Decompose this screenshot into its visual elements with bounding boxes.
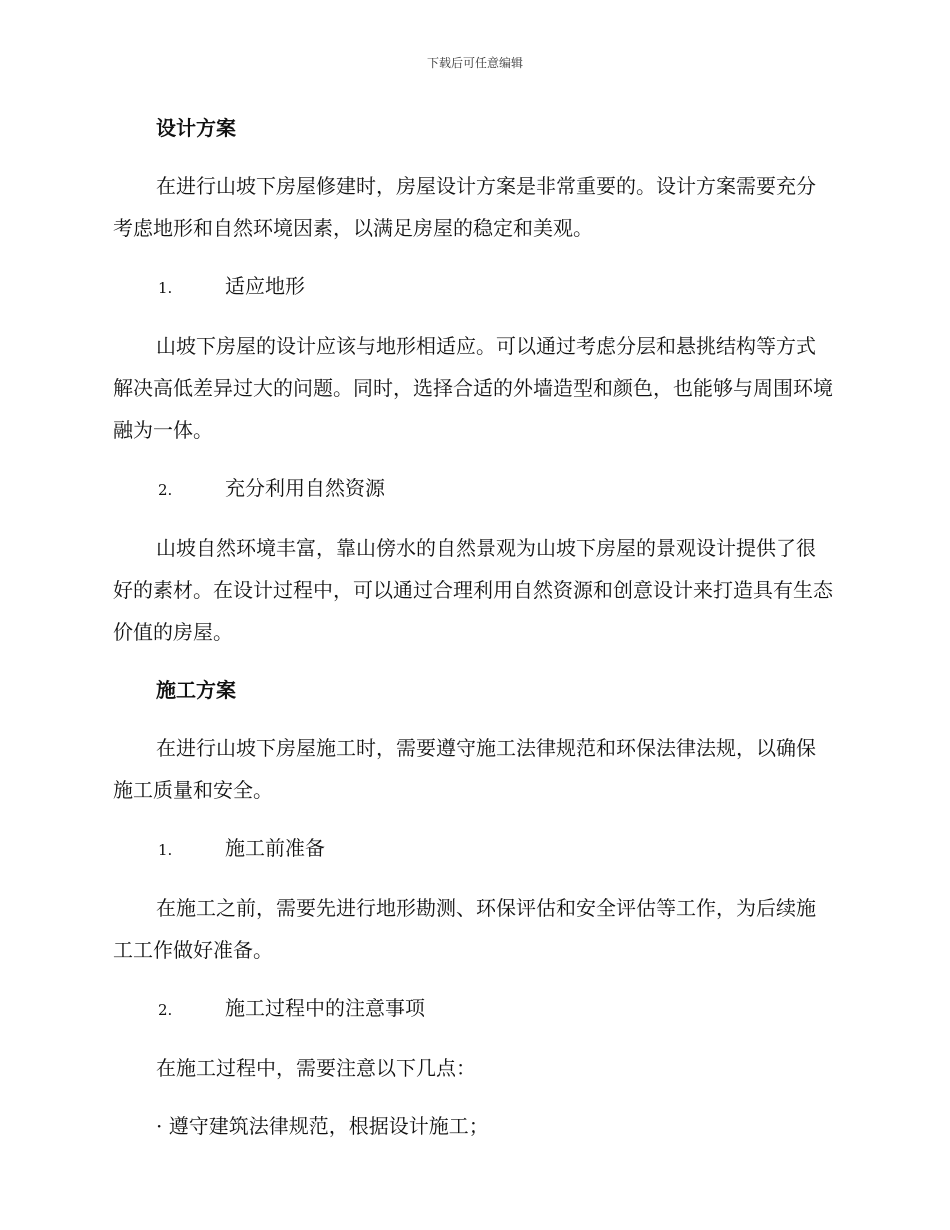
list-number: 1. — [158, 841, 173, 859]
list-item-title: 适应地形 — [225, 274, 305, 298]
list-item-design-1 — [113, 271, 833, 303]
paragraph-design-intro: 在进行山坡下房屋修建时，房屋设计方案是非常重要的。设计方案需要充分考虑地形和自然环境因素，以满足房屋的稳定和美观。 — [113, 174, 816, 240]
list-number: 2. — [158, 481, 173, 499]
document-body — [113, 110, 833, 1141]
paragraph-design-item-1: 山坡下房屋的设计应该与地形相适应。可以通过考虑分层和悬挑结构等方式解决高低差异过大的问题。同时，选择合适的外墙造型和颜色，也能够与周围环境融为一体。 — [113, 334, 833, 442]
paragraph-construction-item-2: 在施工过程中，需要注意以下几点： — [156, 1056, 476, 1080]
bullet-item: · 遵守建筑法律规范，根据设计施工； — [156, 1114, 489, 1138]
section-heading-construction: 施工方案 — [156, 678, 236, 702]
list-item-design-2 — [113, 473, 833, 505]
list-item-title: 充分利用自然资源 — [225, 476, 385, 500]
page-header: 下载后可任意编辑 — [426, 56, 523, 70]
list-item-construction-1 — [113, 833, 833, 865]
list-number: 1. — [158, 279, 173, 297]
paragraph-construction-item-1: 在施工之前，需要先进行地形勘测、环保评估和安全评估等工作，为后续施工工作做好准备。 — [113, 896, 816, 962]
section-heading-design: 设计方案 — [156, 116, 236, 140]
list-number: 2. — [158, 1001, 173, 1019]
paragraph-construction-intro: 在进行山坡下房屋施工时，需要遵守施工法律规范和环保法律法规，以确保施工质量和安全。 — [113, 736, 816, 802]
paragraph-design-item-2: 山坡自然环境丰富，靠山傍水的自然景观为山坡下房屋的景观设计提供了很好的素材。在设计过程中，可以通过合理利用自然资源和创意设计来打造具有生态价值的房屋。 — [113, 536, 833, 644]
list-item-construction-2 — [113, 993, 833, 1025]
list-item-title: 施工过程中的注意事项 — [225, 996, 425, 1020]
list-item-title: 施工前准备 — [225, 836, 325, 860]
